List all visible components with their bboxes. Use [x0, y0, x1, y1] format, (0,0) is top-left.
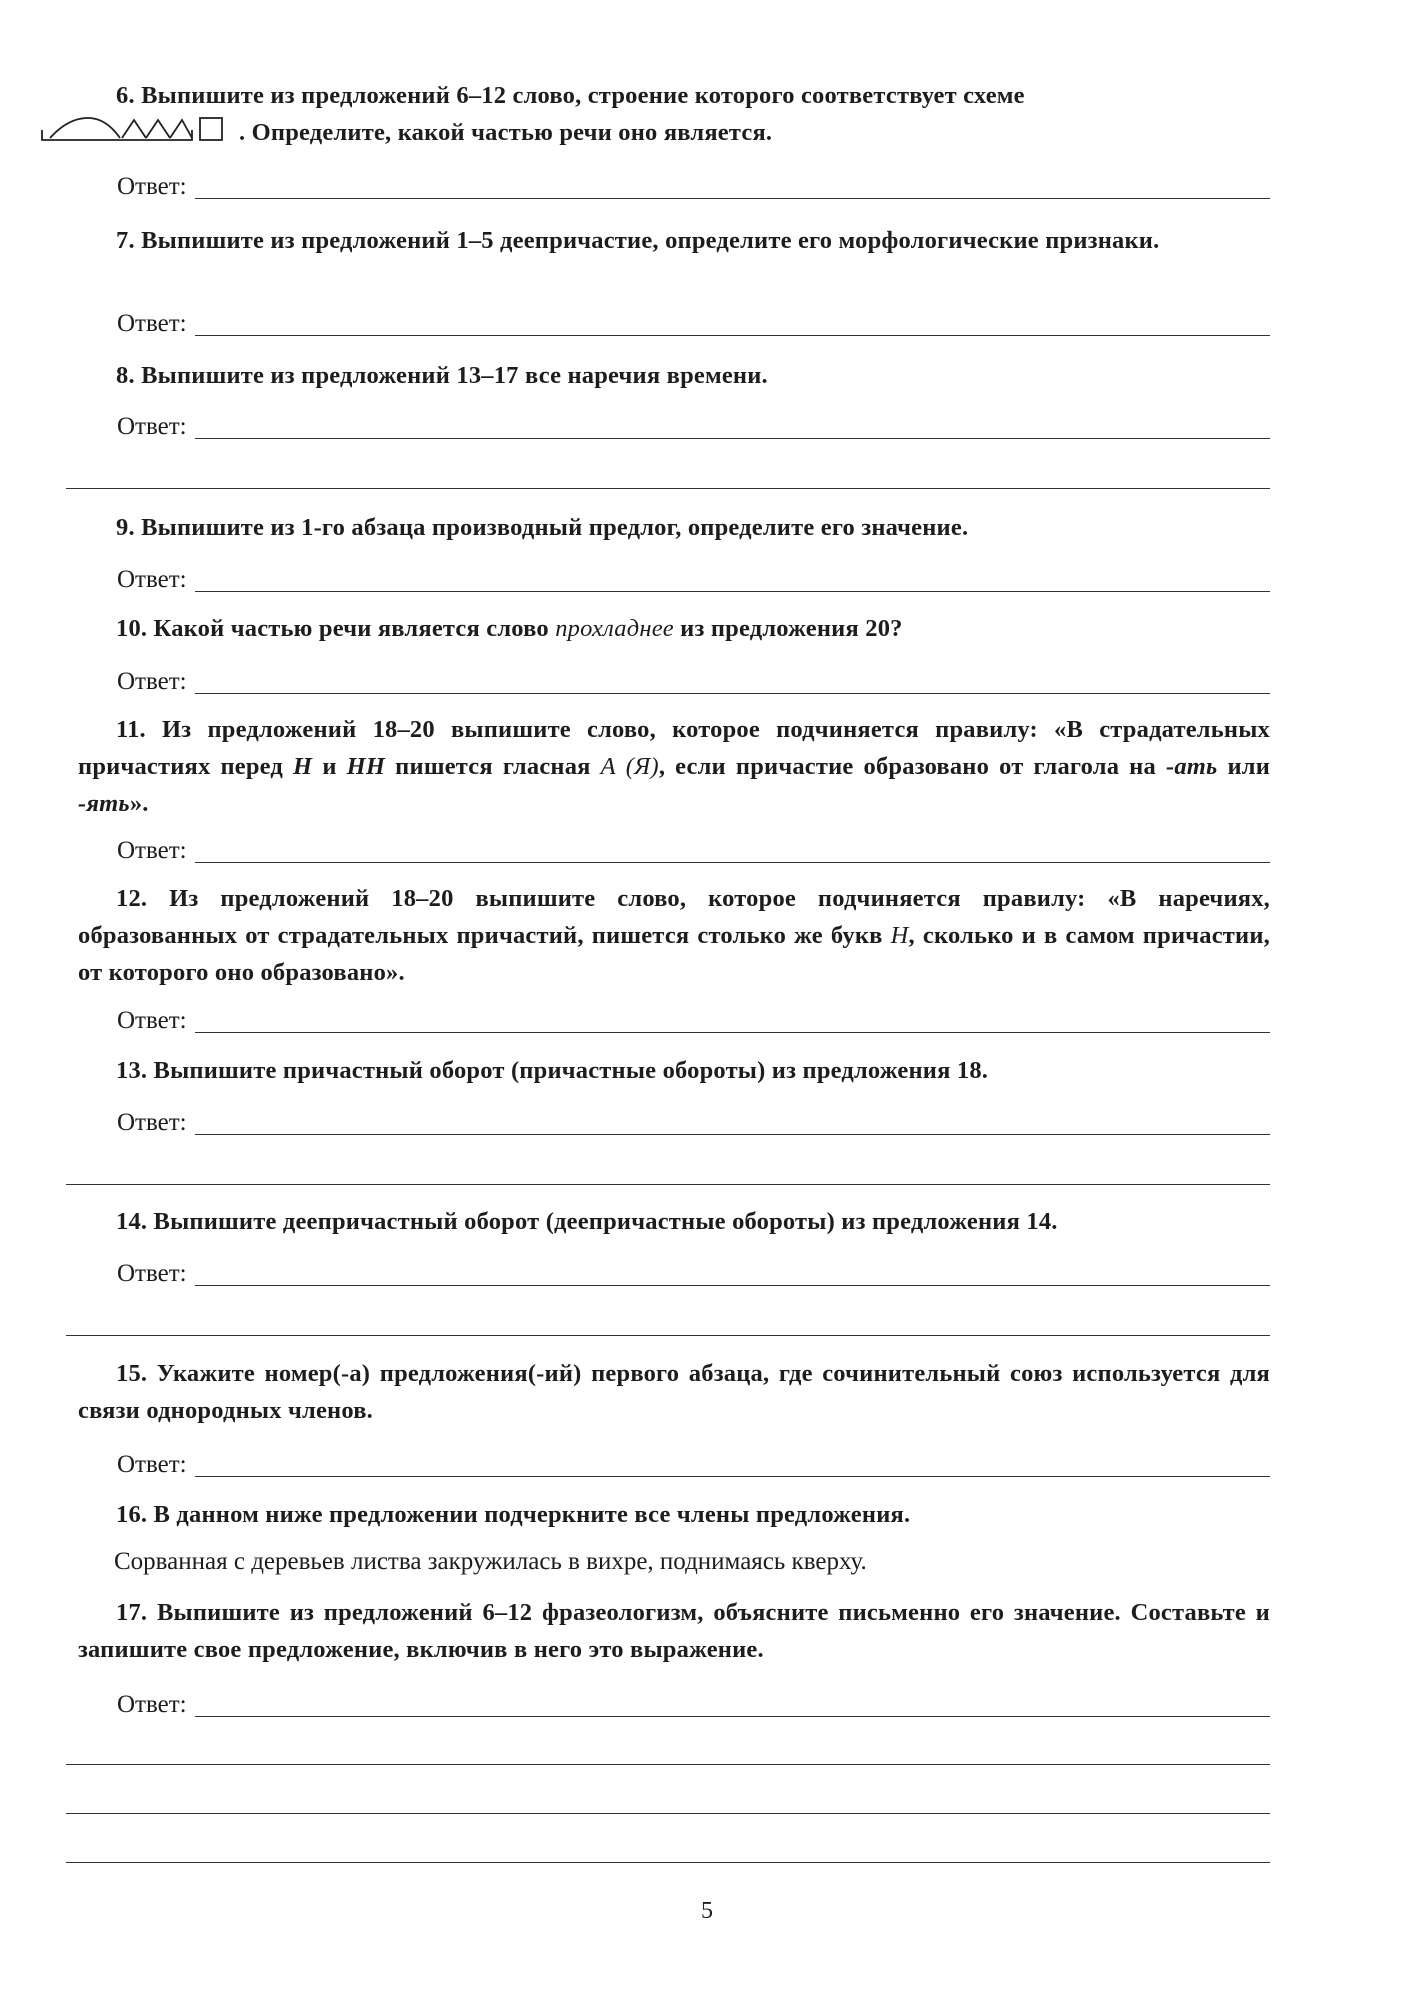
answer-line[interactable] [195, 590, 1270, 592]
question-16-sentence: Сорванная с деревьев листва закружилась в вихре, поднимаясь кверху. [114, 1548, 867, 1575]
question-9: 9. Выпишите из 1-го абзаца производный предлог, определите его значение. [116, 514, 969, 541]
answer-line[interactable] [195, 861, 1270, 863]
answer-11[interactable]: Ответ: [117, 832, 1270, 866]
question-7: 7. Выпишите из предложений 1–5 деепричастие, определите его морфологические признаки. [116, 227, 1160, 254]
extra-answer-line[interactable] [66, 1813, 1270, 1814]
answer-line[interactable] [195, 437, 1270, 439]
answer-line[interactable] [195, 1031, 1270, 1033]
extra-answer-line[interactable] [66, 488, 1270, 489]
question-10: 10. Какой частью речи является слово прохладнее из предложения 20? [116, 615, 903, 642]
page-number: 5 [701, 1898, 713, 1924]
extra-answer-line[interactable] [66, 1862, 1270, 1863]
answer-8[interactable]: Ответ: [117, 408, 1270, 442]
extra-answer-line[interactable] [66, 1335, 1270, 1336]
question-6-line2: . Определите, какой частью речи оно является. [239, 119, 773, 146]
question-11: 11. Из предложений 18–20 выпишите слово, которое подчиняется правилу: «В страдательных причастиях перед Н и НН пишется гласная А (Я), если причастие образовано от глагола на -ать или -ять». [78, 716, 1271, 817]
answer-line[interactable] [195, 1284, 1270, 1286]
answer-12[interactable]: Ответ: [117, 1002, 1270, 1036]
answer-line[interactable] [195, 1475, 1270, 1477]
answer-9[interactable]: Ответ: [117, 561, 1270, 595]
extra-answer-line[interactable] [66, 1764, 1270, 1765]
question-6-line1: 6. Выпишите из предложений 6–12 слово, строение которого соответствует схеме [116, 82, 1025, 109]
answer-15[interactable]: Ответ: [117, 1446, 1270, 1480]
question-6 [78, 77, 1270, 151]
question-16: 16. В данном ниже предложении подчеркните все члены предложения. [116, 1501, 911, 1528]
answer-line[interactable] [195, 1715, 1270, 1717]
answer-10[interactable]: Ответ: [117, 663, 1270, 697]
answer-line[interactable] [195, 197, 1270, 199]
question-14: 14. Выпишите деепричастный оборот (деепричастные обороты) из предложения 14. [116, 1208, 1058, 1235]
answer-14[interactable]: Ответ: [117, 1255, 1270, 1289]
question-8: 8. Выпишите из предложений 13–17 все наречия времени. [116, 362, 768, 389]
answer-6[interactable]: Ответ: [117, 168, 1270, 202]
morpheme-scheme-icon [40, 114, 235, 148]
question-17: 17. Выпишите из предложений 6–12 фразеологизм, объясните письменно его значение. Составьте и запишите свое предложение, включив в него это выражение. [78, 1599, 1270, 1663]
answer-7[interactable]: Ответ: [117, 305, 1270, 339]
question-12: 12. Из предложений 18–20 выпишите слово, которое подчиняется правилу: «В наречиях, образованных от страдательных причастий, пишется столько же букв Н, сколько и в самом причастии, от которого оно образовано». [78, 885, 1270, 986]
question-15: 15. Укажите номер(-а) предложения(-ий) первого абзаца, где сочинительный союз используется для связи однородных членов. [78, 1360, 1270, 1424]
answer-line[interactable] [195, 334, 1270, 336]
answer-17[interactable]: Ответ: [117, 1686, 1270, 1720]
question-13: 13. Выпишите причастный оборот (причастные обороты) из предложения 18. [116, 1057, 989, 1084]
answer-13[interactable]: Ответ: [117, 1104, 1270, 1138]
answer-line[interactable] [195, 1133, 1270, 1135]
extra-answer-line[interactable] [66, 1184, 1270, 1185]
answer-line[interactable] [195, 692, 1270, 694]
